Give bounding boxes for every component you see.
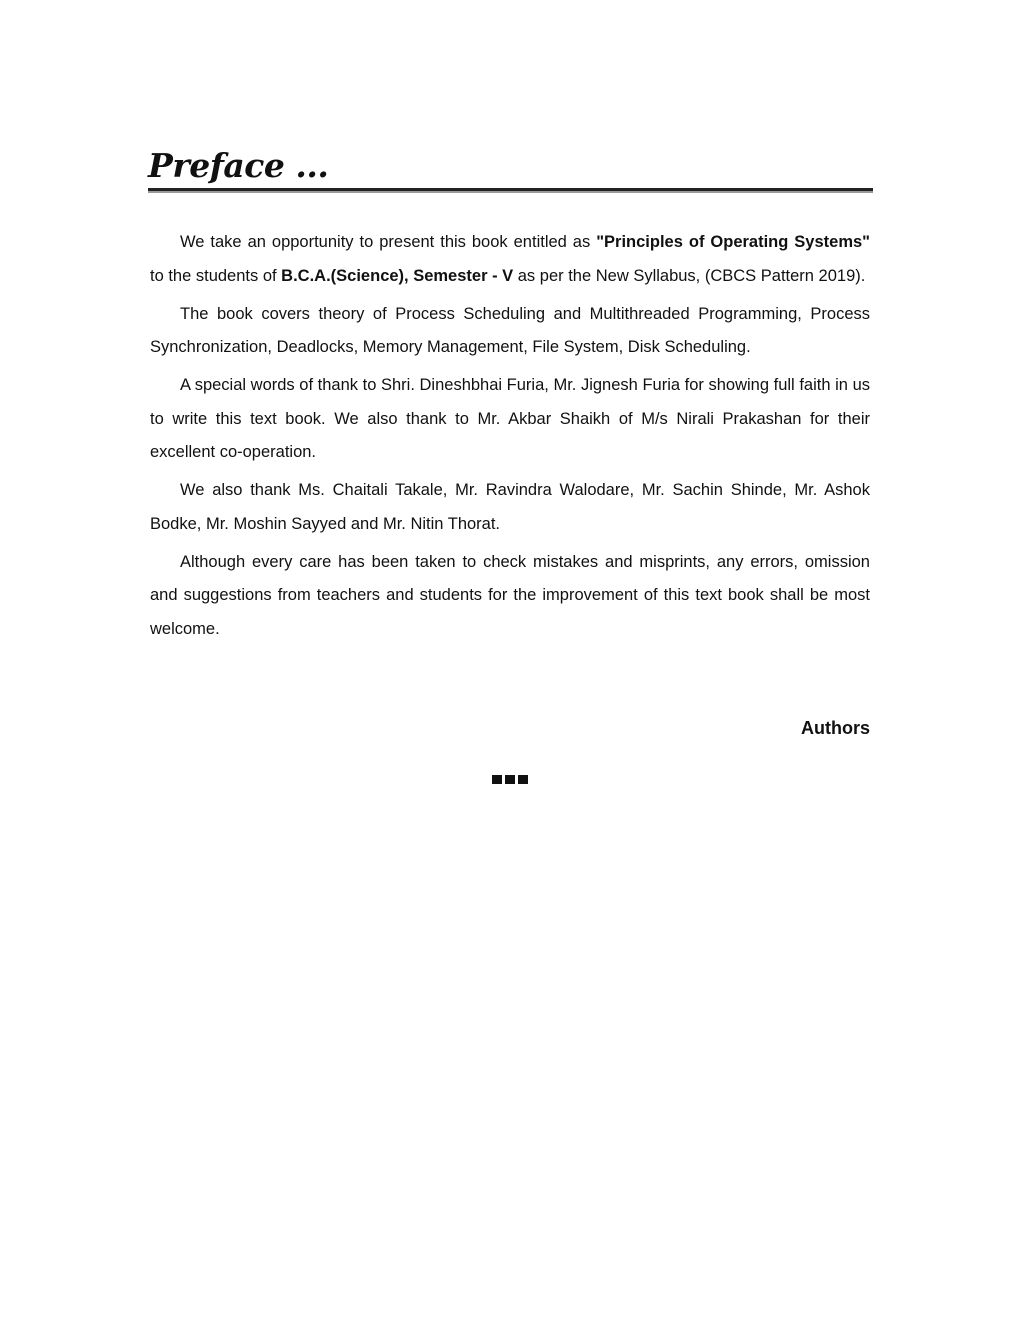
paragraph-thanks-colleagues: We also thank Ms. Chaitali Takale, Mr. Ravindra Walodare, Mr. Sachin Shinde, Mr. Ashok Bodke, Mr. Moshin Sayyed and Mr. Nitin Thorat. <box>150 481 870 533</box>
intro-text-2: to the students of <box>150 266 282 285</box>
paragraph-coverage: The book covers theory of Process Scheduling and Multithreaded Programming, Process Synchronization, Deadlocks, Memory Management, File System, Disk Scheduling. <box>150 304 870 356</box>
square-block-icon <box>518 775 528 784</box>
square-block-icon <box>492 775 502 784</box>
intro-text-3: as per the New Syllabus, (CBCS Pattern 2019). <box>513 266 866 285</box>
paragraph-errata: Although every care has been taken to check mistakes and misprints, any errors, omission and suggestions from teachers and students for the improvement of this text book shall be most welcome. <box>150 552 870 638</box>
paragraph-intro <box>150 226 870 293</box>
paragraph-thanks-publisher: A special words of thank to Shri. Dineshbhai Furia, Mr. Jignesh Furia for showing full faith in us to write this text book. We also thank to Mr. Akbar Shaikh of M/s Nirali Prakashan for their excellent co-operation. <box>150 376 870 461</box>
book-title: "Principles of Operating Systems" <box>596 233 870 251</box>
square-block-icon <box>505 775 515 784</box>
preface-heading <box>148 146 873 191</box>
end-of-section-mark <box>492 775 528 784</box>
preface-body <box>150 226 870 651</box>
intro-text-1: We take an opportunity to present this book entitled as <box>180 233 597 251</box>
authors-signature: Authors <box>801 718 870 738</box>
course-name: B.C.A.(Science), Semester - V <box>281 266 514 285</box>
heading-underline <box>148 188 873 191</box>
page-title: Preface ... <box>148 146 329 185</box>
